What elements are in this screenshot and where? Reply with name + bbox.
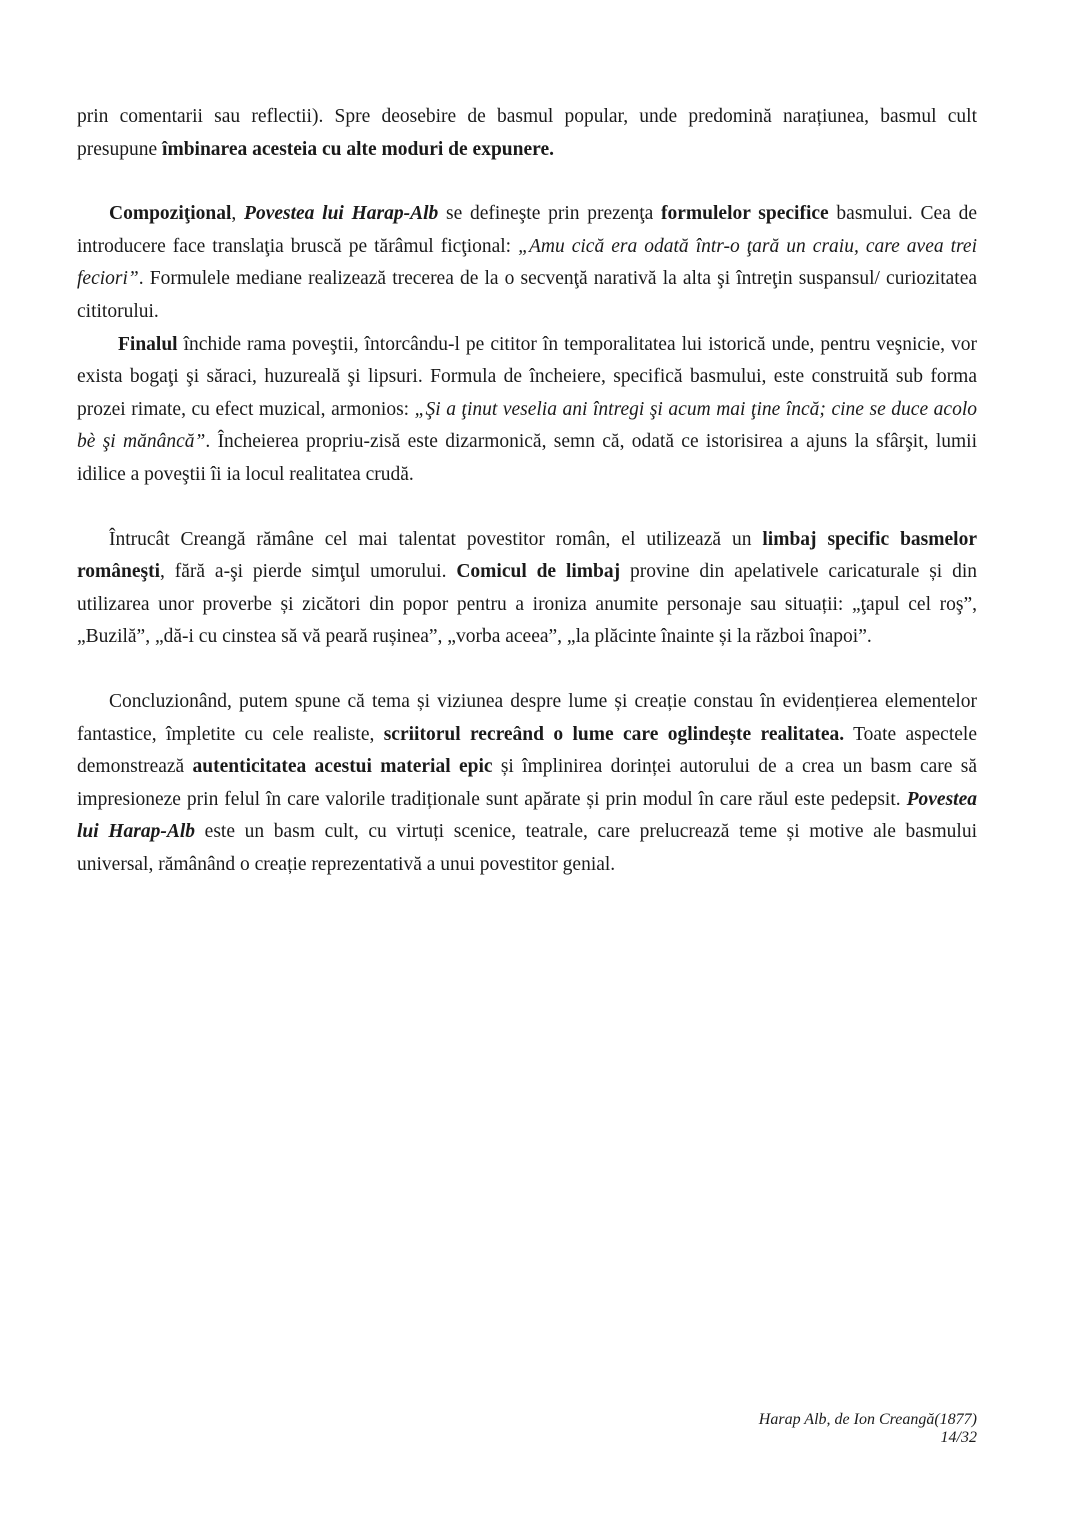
text-run: . Încheierea propriu-zisă este dizarmonică, semn că, odată ce istorisirea a ajuns la sfârşit, lumii idilice a poveştii îi ia locul realitatea crudă. <box>77 431 977 485</box>
page-footer <box>759 1411 977 1447</box>
paragraph-final <box>77 329 977 492</box>
text-run: Întrucât Creangă rămâne cel mai talentat povestitor român, el utilizează un <box>109 528 763 550</box>
paragraph-concluzie <box>77 686 977 882</box>
document-body <box>77 101 977 881</box>
text-run: . Formulele mediane realizează trecerea de la o secvenţă narativă la alta şi întreţin suspansul/ curiozitatea cititorului. <box>77 268 977 322</box>
text-run: , <box>231 203 245 225</box>
text-run: formulelor specifice <box>661 203 829 225</box>
text-run: , fără a-şi pierde simţul umorului. <box>160 561 457 583</box>
text-run: Toate aspectele demonstrează <box>77 723 977 778</box>
text-run: Povestea lui Harap-Alb <box>77 788 977 843</box>
text-run: scriitorul recreând o lume care oglindește realitatea. <box>383 723 845 745</box>
page-number: 14/32 <box>940 1429 977 1446</box>
text-run: și împlinirea dorinței autorului de a crea un basm care să impresioneze prin felul în care valorile tradiționale sunt apărate și prin modul în care răul este pedepsit. <box>77 756 978 810</box>
paragraph-limbaj <box>77 524 977 654</box>
text-run: „Şi a ţinut veselia ani întregi şi acum mai ţine încă; cine se duce acolo bè şi mănâncă” <box>77 398 977 453</box>
text-run: este un basm cult, cu virtuți scenice, teatrale, care prelucrează teme și motive ale basmului universal, rămânând o creație reprezentativă a unui povestitor genial. <box>77 821 977 875</box>
text-run: Compoziţional <box>109 203 232 225</box>
text-run: îmbinarea acesteia cu alte moduri de expunere. <box>162 138 554 160</box>
text-run: închide rama poveştii, întorcându-l pe cititor în temporalitatea lui istorică unde, pentru veşnicie, vor exista bogaţi şi săraci, huzureală şi lipsuri. Formula de încheiere, specifică basmului, este construită sub forma prozei rimate, cu efect muzical, armonios: <box>77 333 977 420</box>
footer-title: Harap Alb, de Ion Creangă(1877) <box>758 1411 977 1428</box>
text-run: Concluzionând, putem spune că tema și viziunea despre lume și creație constau în evidențierea elementelor fantastice, împletite cu cele realiste, <box>77 690 977 745</box>
paragraph-compozitional <box>77 198 977 328</box>
text-run: autenticitatea acestui material epic <box>192 756 493 778</box>
text-run: Comicul de limbaj <box>456 561 621 583</box>
text-run: Povestea lui Harap-Alb <box>244 203 439 225</box>
text-run: se defineşte prin prezenţa <box>438 203 662 225</box>
text-run: provine din apelativele caricaturale și din utilizarea unor proverbe și zicători din popor pentru a ironiza anumite personaje sau situații: „ţapul cel roş”, „Buzilă”, „dă-i cu cinstea să vă peară rușinea”, „vorba aceea”, „la plăcinte înainte și la război înapoi”. <box>77 561 977 648</box>
paragraph-expunere <box>77 101 977 166</box>
text-run: prin comentarii sau reflectii). Spre deosebire de basmul popular, unde predomină narațiunea, basmul cult presupune <box>77 106 977 160</box>
text-run: basmului. Cea de introducere face translaţia bruscă pe tărâmul ficţional: <box>77 203 977 257</box>
text-run: limbaj specific basmelor româneşti <box>77 528 977 583</box>
text-run: „Amu cică era odată într-o ţară un craiu, care avea trei feciori” <box>77 235 977 290</box>
text-run: Finalul <box>118 333 178 355</box>
